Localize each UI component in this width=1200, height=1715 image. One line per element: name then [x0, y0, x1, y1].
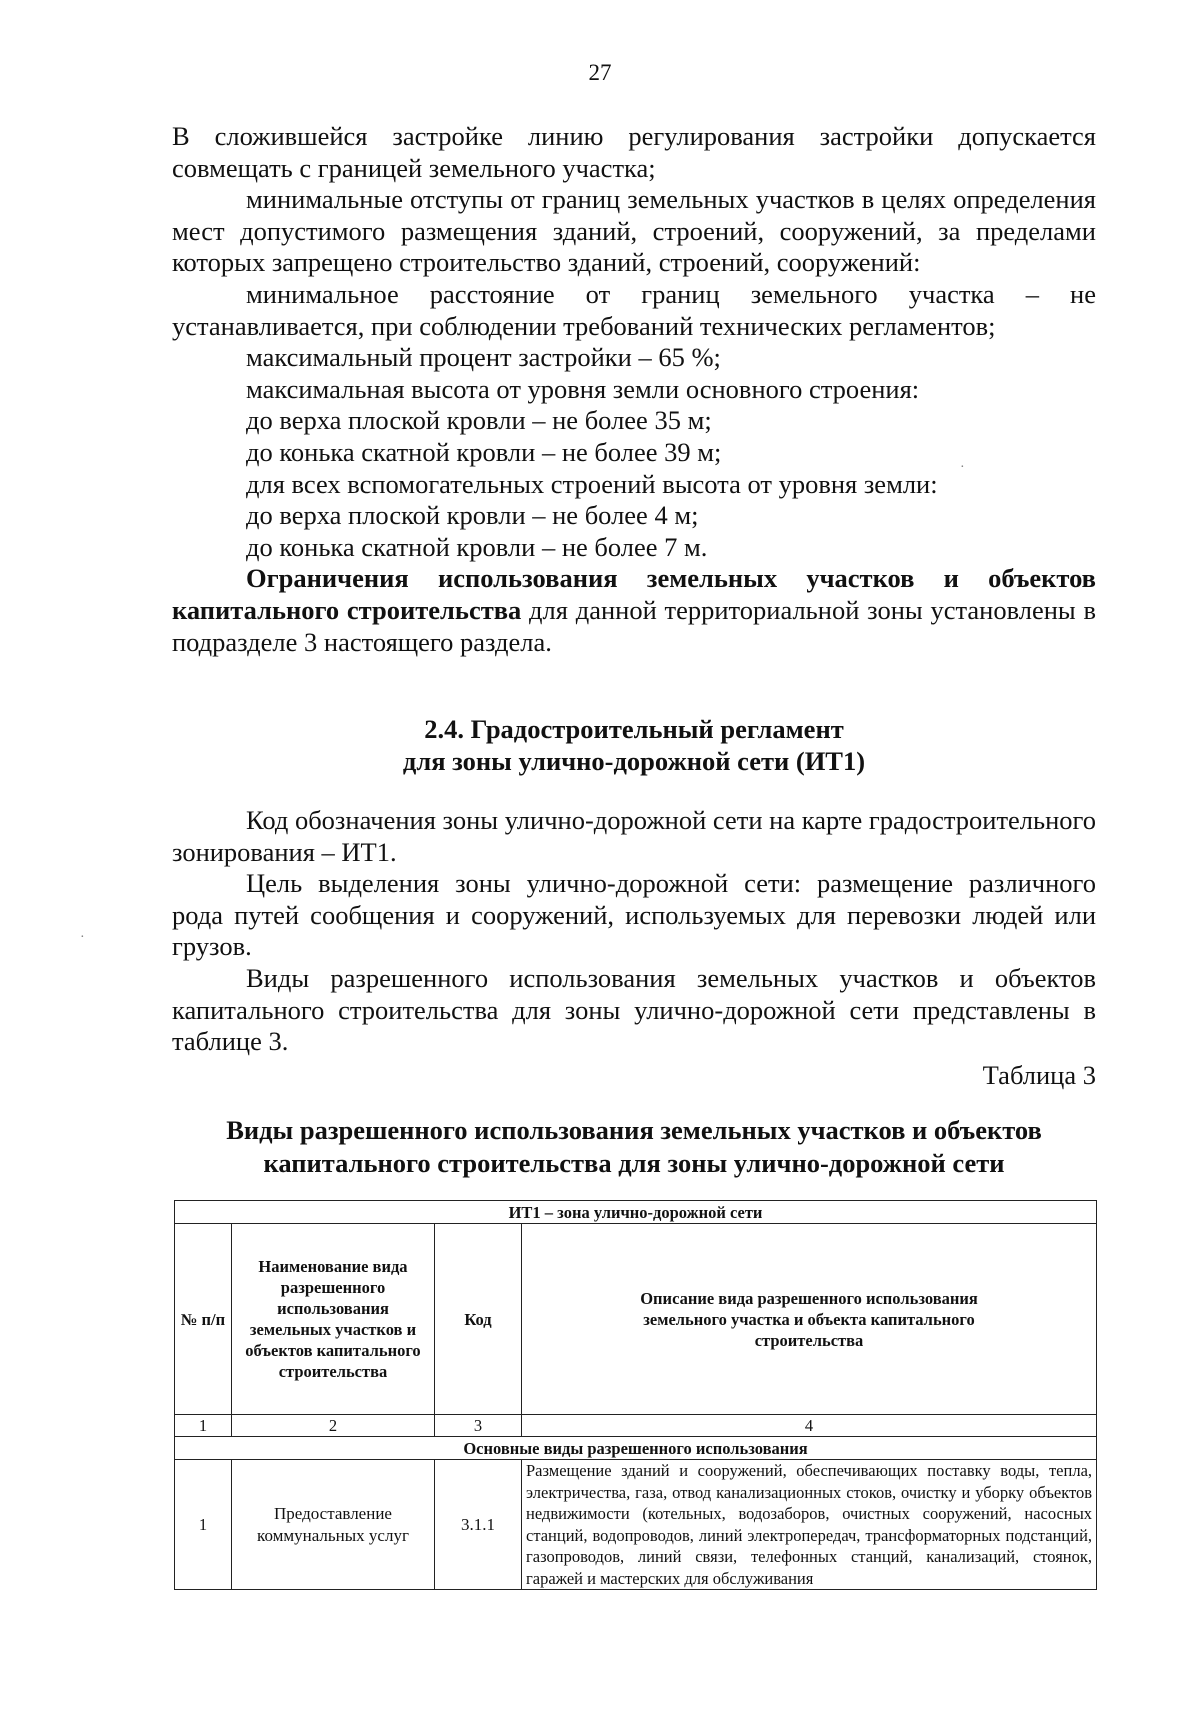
header-name: Наименование вида разрешенного использования земельных участков и объектов капитального строительства	[232, 1224, 435, 1415]
paragraph: до конька скатной кровли – не более 7 м.	[246, 531, 708, 562]
section-title	[172, 713, 1096, 777]
page-number: 27	[588, 60, 612, 85]
paragraph: максимальная высота от уровня земли основного строения:	[246, 373, 920, 404]
zone-header-row	[175, 1201, 1097, 1224]
paragraph: минимальные отступы от границ земельных участков в целях определения мест допустимого размещения зданий, строений, сооружений, за пределами которых запрещено строительство зданий, строений, сооружений:	[172, 184, 1096, 278]
restriction-rest-text: для данной территориальной зоны установлены в подразделе 3 настоящего раздела.	[172, 594, 1096, 657]
row-description: Размещение зданий и сооружений, обеспечивающих поставку воды, тепла, электричества, газа, отвод канализационных стоков, очистку и уборку объектов недвижимости (котельных, водозаборов, очистных сооружений, насосных станций, водопроводов, линий электропередач, трансформаторных подстанций, газопроводов, линий связи, телефонных станций, канализаций, стоянок, гаражей и мастерских для обслуживания	[522, 1460, 1097, 1590]
paragraph: до верха плоской кровли – не более 4 м;	[246, 500, 699, 531]
column-number: 2	[232, 1415, 435, 1437]
paragraph: максимальный процент застройки – 65 %;	[246, 342, 721, 373]
table-title-line2: капитального строительства для зоны улично-дорожной сети	[263, 1148, 1005, 1178]
column-number: 3	[435, 1415, 522, 1437]
header-description: Описание вида разрешенного использования земельного участка и объекта капитального строительства	[522, 1224, 1097, 1415]
section-title-line2: для зоны улично-дорожной сети (ИТ1)	[402, 746, 866, 776]
zone-description-text	[172, 805, 1096, 1058]
restriction-paragraph	[172, 563, 1096, 658]
row-name: Предоставление коммунальных услуг	[232, 1460, 435, 1590]
paragraph: Код обозначения зоны улично-дорожной сети на карте градостроительного зонирования – ИТ1.	[172, 805, 1096, 867]
header-number: № п/п	[175, 1224, 232, 1415]
paragraph: минимальное расстояние от границ земельного участка – не устанавливается, при соблюдении требований технических регламентов;	[172, 278, 1096, 341]
restriction-bold-text: Ограничения использования земельных участков и объектов капитального строительства	[172, 563, 1096, 625]
column-number: 1	[175, 1415, 232, 1437]
zone-header-cell: ИТ1 – зона улично-дорожной сети	[175, 1201, 1097, 1224]
paragraph: до верха плоской кровли – не более 35 м;	[246, 405, 712, 436]
header-code: Код	[435, 1224, 522, 1415]
permitted-use-table	[174, 1200, 1097, 1590]
column-number: 4	[522, 1415, 1097, 1437]
row-number: 1	[175, 1460, 232, 1590]
paragraph: для всех вспомогательных строений высота от уровня земли:	[246, 468, 938, 499]
regulations-text	[172, 121, 1096, 658]
section-title-line1: 2.4. Градостроительный регламент	[424, 714, 844, 744]
paragraph: В сложившейся застройке линию регулирования застройки допускается совмещать с границей земельного участка;	[172, 121, 1096, 183]
column-number-row	[175, 1415, 1097, 1437]
paragraph: до конька скатной кровли – не более 39 м;	[246, 436, 722, 467]
group-header-cell: Основные виды разрешенного использования	[175, 1437, 1097, 1460]
scan-speck: ·	[80, 930, 85, 945]
scan-speck: ·	[960, 460, 965, 475]
paragraph: Виды разрешенного использования земельных участков и объектов капитального строительства для зоны улично-дорожной сети представлены в таблице 3.	[172, 962, 1096, 1057]
table-row	[175, 1460, 1097, 1590]
column-header-row	[175, 1224, 1097, 1415]
table-title	[172, 1114, 1096, 1180]
table-label: Таблица 3	[982, 1060, 1096, 1090]
group-header-row	[175, 1437, 1097, 1460]
row-code: 3.1.1	[435, 1460, 522, 1590]
table-title-line1: Виды разрешенного использования земельных участков и объектов	[226, 1115, 1042, 1145]
paragraph: Цель выделения зоны улично-дорожной сети: размещение различного рода путей сообщения и сооружений, используемых для перевозки людей или грузов.	[172, 868, 1096, 962]
